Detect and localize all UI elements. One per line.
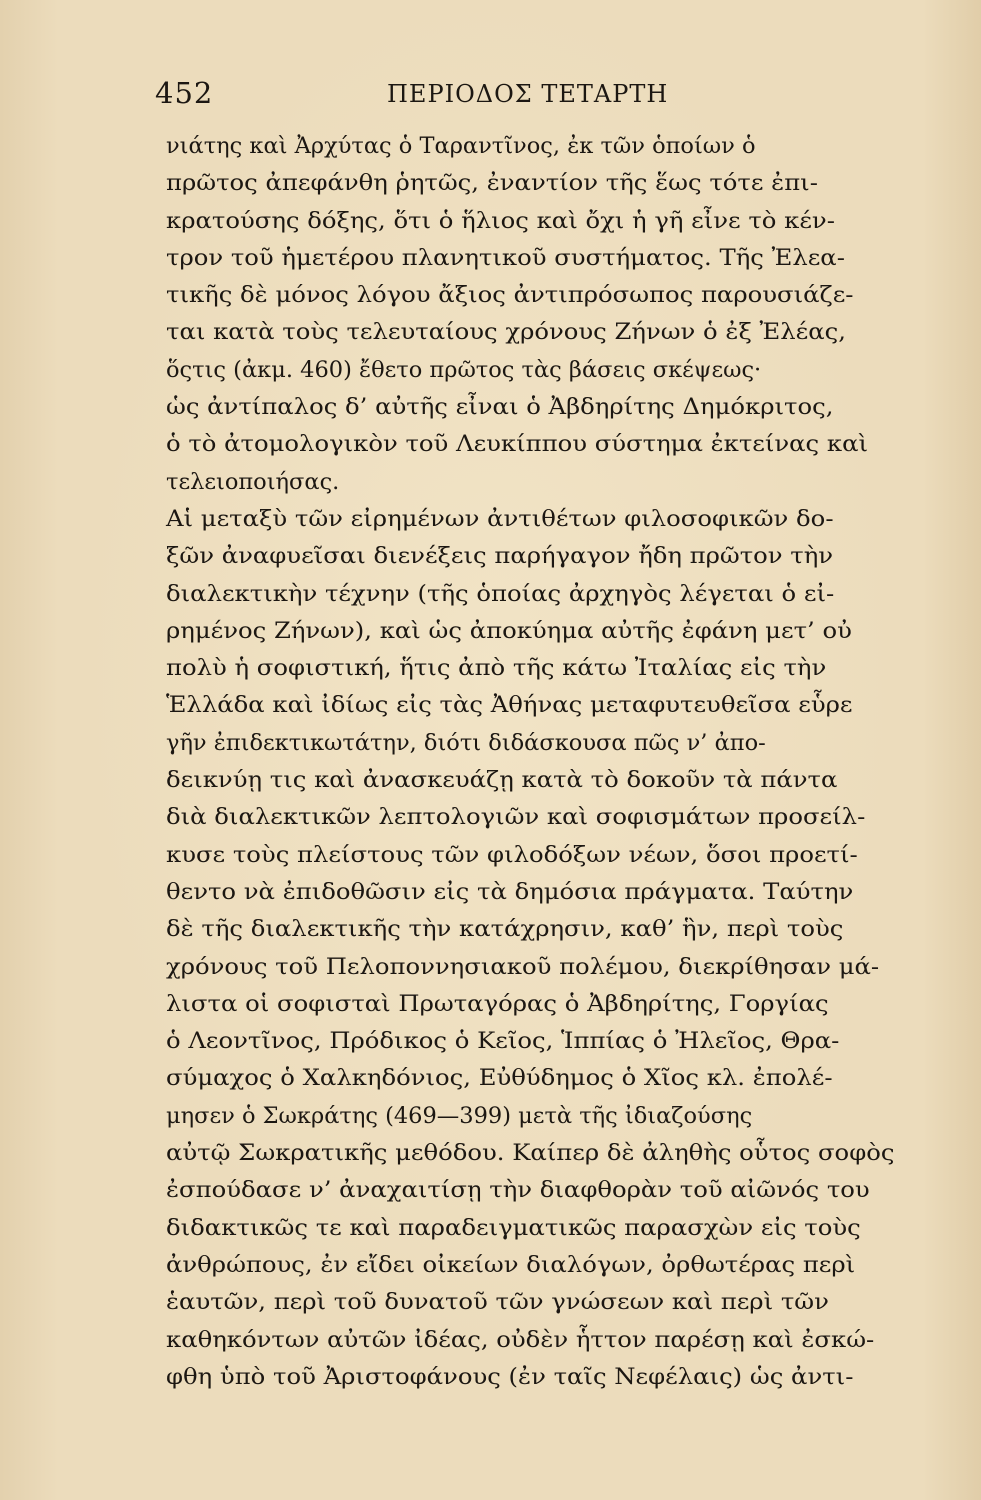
text-line: τρον τοῦ ἡμετέρου πλανητικοῦ συστήματος. Τῆς Ἐλεα-: [166, 244, 845, 271]
running-head: ΠΕΡΙΟΔΟΣ ΤΕΤΑΡΤΗ: [387, 80, 669, 108]
text-line: κυσε τοὺς πλείστους τῶν φιλοδόξων νέων, ὅσοι προετί-: [166, 841, 858, 868]
text-line: Ἑλλάδα καὶ ἰδίως εἰς τὰς Ἀθήνας μεταφυτευθεῖσα εὗρε: [166, 692, 853, 719]
text-line: μησεν ὁ Σωκράτης (469—399) μετὰ τῆς ἰδιαζούσης: [166, 1102, 753, 1129]
text-line: καθηκόντων αὐτῶν ἰδέας, οὐδὲν ἧττον παρέσῃ καὶ ἐσκώ-: [166, 1326, 875, 1353]
page-number: 452: [155, 76, 214, 110]
text-line: διὰ διαλεκτικῶν λεπτολογιῶν καὶ σοφισμάτων προσείλ-: [166, 804, 866, 831]
text-line: φθη ὑπὸ τοῦ Ἀριστοφάνους (ἐν ταῖς Νεφέλαις) ὡς ἀντι-: [166, 1363, 854, 1390]
text-line: ὡς ἀντίπαλος δ’ αὐτῆς εἶναι ὁ Ἀβδηρίτης Δημόκριτος,: [166, 394, 834, 421]
text-line: ἑαυτῶν, περὶ τοῦ δυνατοῦ τῶν γνώσεων καὶ περὶ τῶν: [166, 1289, 829, 1316]
text-line: σύμαχος ὁ Χαλκηδόνιος, Εὐθύδημος ὁ Χῖος κλ. ἐπολέ-: [166, 1065, 833, 1092]
text-line: δὲ τῆς διαλεκτικῆς τὴν κατάχρησιν, καθ’ ἣν, περὶ τοὺς: [166, 916, 844, 943]
text-line: διδακτικῶς τε καὶ παραδειγματικῶς παρασχὼν εἰς τοὺς: [166, 1214, 861, 1241]
body-text: [166, 128, 916, 1396]
text-line: αὐτῷ Σωκρατικῆς μεθόδου. Καίπερ δὲ ἀληθὴς οὗτος σοφὸς: [166, 1140, 895, 1167]
text-line: ται κατὰ τοὺς τελευταίους χρόνους Ζήνων ὁ ἐξ Ἐλέας,: [166, 319, 847, 346]
text-line: ἐσπούδασε ν’ ἀναχαιτίσῃ τὴν διαφθορὰν τοῦ αἰῶνός του: [166, 1177, 870, 1204]
text-line: δεικνύῃ τις καὶ ἀνασκευάζῃ κατὰ τὸ δοκοῦν τὰ πάντα: [166, 767, 838, 794]
text-line: γῆν ἐπιδεκτικωτάτην, διότι διδάσκουσα πῶς ν’ ἀπο-: [166, 729, 766, 756]
text-line: Αἱ μεταξὺ τῶν εἰρημένων ἀντιθέτων φιλοσοφικῶν δο-: [166, 505, 834, 532]
text-line: λιστα οἱ σοφισταὶ Πρωταγόρας ὁ Ἀβδηρίτης, Γοργίας: [166, 990, 829, 1017]
text-line: τικῆς δὲ μόνος λόγου ἄξιος ἀντιπρόσωπος παρουσιάζε-: [166, 282, 854, 309]
text-line: πρῶτος ἀπεφάνθη ῥητῶς, ἐναντίον τῆς ἕως τότε ἐπι-: [166, 170, 818, 197]
text-line: ἀνθρώπους, ἐν εἴδει οἰκείων διαλόγων, ὀρθωτέρας περὶ: [166, 1251, 856, 1278]
text-line: κρατούσης δόξης, ὅτι ὁ ἥλιος καὶ ὄχι ἡ γῆ εἶνε τὸ κέν-: [166, 207, 835, 234]
text-line: θεντο νὰ ἐπιδοθῶσιν εἰς τὰ δημόσια πράγματα. Ταύτην: [166, 878, 854, 905]
text-line: ξῶν ἀναφυεῖσαι διενέξεις παρήγαγον ἤδη πρῶτον τὴν: [166, 543, 834, 570]
text-line: πολὺ ἡ σοφιστική, ἥτις ἀπὸ τῆς κάτω Ἰταλίας εἰς τὴν: [166, 655, 827, 682]
text-line: ὁ τὸ ἀτομολογικὸν τοῦ Λευκίππου σύστημα ἐκτείνας καὶ: [166, 431, 869, 458]
text-line: ὁ Λεοντῖνος, Πρόδικος ὁ Κεῖος, Ἱππίας ὁ Ἠλεῖος, Θρα-: [166, 1028, 840, 1055]
text-line: ρημένος Ζήνων), καὶ ὡς ἀποκύημα αὐτῆς ἐφάνη μετ’ οὐ: [166, 617, 852, 644]
text-line: ὅςτις (ἀκμ. 460) ἔθετο πρῶτος τὰς βάσεις σκέψεως·: [166, 356, 762, 383]
text-line: τελειοποιήσας.: [166, 468, 340, 495]
page-header: [155, 76, 845, 120]
text-line: νιάτης καὶ Ἀρχύτας ὁ Ταραντῖνος, ἐκ τῶν ὁποίων ὁ: [166, 133, 756, 159]
text-line: διαλεκτικὴν τέχνην (τῆς ὁποίας ἀρχηγὸς λέγεται ὁ εἰ-: [166, 580, 835, 607]
text-line: χρόνους τοῦ Πελοποννησιακοῦ πολέμου, διεκρίθησαν μά-: [166, 953, 880, 980]
